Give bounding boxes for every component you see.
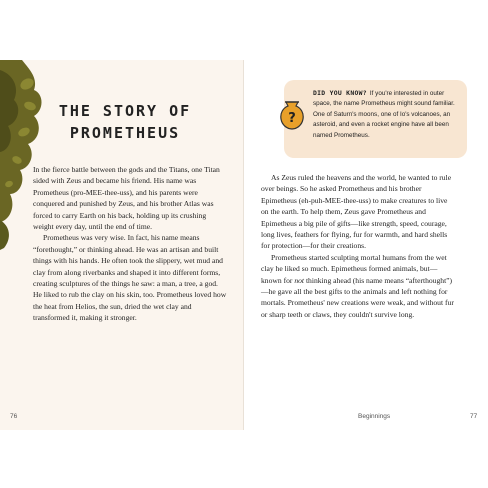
svg-text:?: ?	[288, 111, 296, 126]
chapter-title	[50, 100, 200, 144]
page-number-left: 76	[10, 413, 18, 420]
running-head: Beginnings	[358, 413, 391, 420]
page-number-right: 77	[470, 413, 478, 420]
emphasis-not: not	[294, 275, 305, 285]
right-page-body	[261, 172, 454, 320]
callout-body: If you're interested in outer space, the name Prometheus might sound familiar. One of Saturn's moons, one of Io's volcanoes, an asteroid, and even a rocket engine have all been named Prometheus.	[313, 90, 455, 139]
left-page-body	[33, 164, 228, 324]
book-spread	[0, 60, 488, 430]
callout-text	[313, 88, 461, 141]
right-paragraph-2-part-2: thinking ahead (his name means “afterthought”)—he gave all the best gifts to the animals and left nothing for mortals. Prometheus' new creations were weak, and without fur or sharp teeth or claws, they couldn't survive long.	[261, 275, 454, 319]
left-paragraph-2: Prometheus was very wise. In fact, his name means “forethought,” or thinking ahead. He was an artisan and built things with his hands. He often took the slippery, wet mud and clay from along riverbanks and shaped it into different forms, creating sculptures of the things he saw: a man, a tree, a god. He liked to rub the clay on his skin, too. Prometheus loved how the heat from Helios, the sun, dried the wet clay and transformed it, making it stronger.	[33, 233, 227, 323]
left-paragraph-1: In the fierce battle between the gods and the Titans, one Titan sided with Zeus and became his friend. His name was Prometheus (pro-MEE-thee-uss), and his parents were conquered and punished by Zeus, and his brother Atlas was forced to carry Earth on his back, holding up its crushing weight every day, until the end of time.	[33, 165, 220, 232]
chapter-title-line2: PROMETHEUS	[69, 124, 181, 142]
chapter-title-line1: THE STORY OF	[58, 102, 192, 120]
right-paragraph-2	[261, 252, 454, 320]
question-vase-icon	[279, 100, 305, 130]
left-page	[0, 60, 244, 430]
right-paragraph-2-part-1: Prometheus started sculpting mortal humans from the wet clay he liked so much. Epimetheus formed animals, but—known for	[261, 252, 447, 285]
right-paragraph-1: As Zeus ruled the heavens and the world, he wanted to rule over beings. So he asked Prometheus and his brother Epimetheus (eh-puh-MEE-thee-uss) to make creatures to live on the earth. To help them, Zeus gave Prometheus and Epimetheus a big pile of gifts—like strength, speed, courage, long lives, feathers for flying, fur for warmth, and hard shells for protection—for their creations.	[261, 173, 452, 251]
callout-label: DID YOU KNOW?	[313, 89, 367, 97]
